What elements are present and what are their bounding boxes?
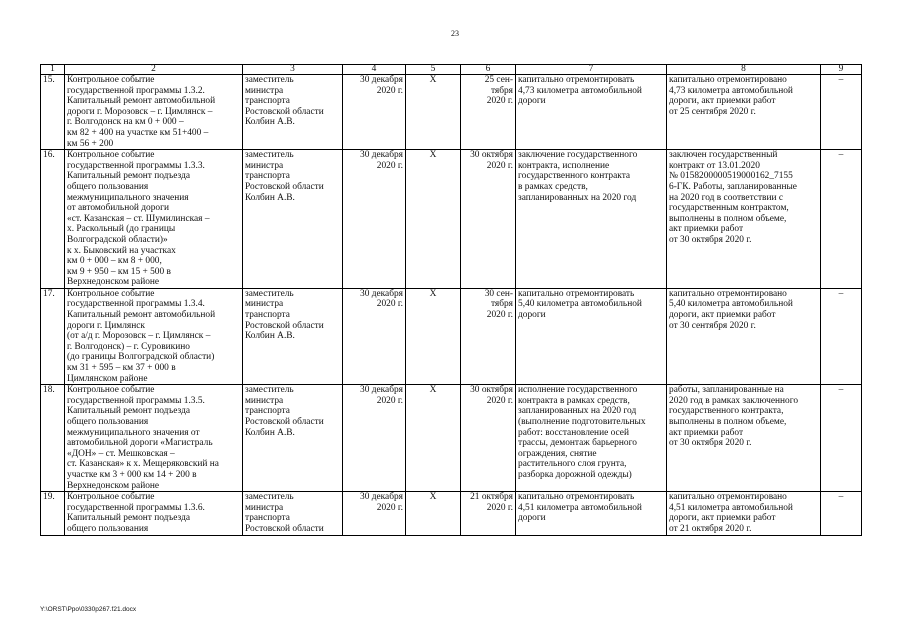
plan-date: 30 декабря 2020 г. (343, 150, 406, 289)
responsible-person: заместитель министра транспорта Ростовской области Колбин А.В. (243, 288, 343, 384)
event-description: Контрольное событие государственной программы 1.3.3. Капитальный ремонт подъезда общего пользования межмуниципального значения от автомобильной дороги «ст. Казанская – ст. Шумилинская – х. Раскольный (до границы Волгоградской области)» к х. Быковский на участках км 0 + 000 – км 8 + 000, км 9 + 950 – км 15 + 500 в Верхнедонском районе (65, 150, 243, 289)
table-row (41, 75, 862, 150)
control-events-table (40, 64, 862, 536)
actual-date: 30 сен- тября 2020 г. (461, 288, 516, 384)
table-row (41, 288, 862, 384)
actual-result: капитально отремонтировано 4,51 километра автомобильной дороги, акт приемки работ от 21 октября 2020 г. (667, 492, 821, 535)
planned-result: капитально отремонтировать 4,51 километра автомобильной дороги (516, 492, 667, 535)
column-header: 9 (821, 65, 862, 75)
actual-result: работы, запланированные на 2020 год в рамках заключенного государственного контракта, выполнены в полном объеме, акт приемки работ от 30 октября 2020 г. (667, 385, 821, 492)
planned-result: заключение государственного контракта, исполнение государственного контракта в рамках средств, запланированных на 2020 год (516, 150, 667, 289)
responsible-person: заместитель министра транспорта Ростовской области Колбин А.В. (243, 385, 343, 492)
file-path-footer: Y:\ORST\Ppo\0330p267.f21.docx (40, 606, 137, 613)
plan-date: 30 декабря 2020 г. (343, 288, 406, 384)
planned-result: исполнение государственного контракта в рамках средств, запланированных на 2020 год (выполнение подготовительных работ: восстановление осей трассы, демонтаж барьерного ограждения, снятие растительного слоя грунта, разборка дорожной одежды) (516, 385, 667, 492)
mark-x: Х (406, 288, 461, 384)
actual-result: капитально отремонтировано 5,40 километра автомобильной дороги, акт приемки работ от 30 сентября 2020 г. (667, 288, 821, 384)
column-header: 4 (343, 65, 406, 75)
planned-result: капитально отремонтировать 4,73 километра автомобильной дороги (516, 75, 667, 150)
event-description: Контрольное событие государственной программы 1.3.4. Капитальный ремонт автомобильной дороги г. Цимлянск (от а/д г. Морозовск – г. Цимлянск – г. Волгодонск) – г. Суровикино (до границы Волгоградской области) км 31 + 595 – км 37 + 000 в Цимлянском районе (65, 288, 243, 384)
page-number: 23 (451, 29, 459, 38)
column-number-row (41, 65, 862, 75)
plan-date: 30 декабря 2020 г. (343, 385, 406, 492)
responsible-person: заместитель министра транспорта Ростовской области Колбин А.В. (243, 150, 343, 289)
note: – (821, 150, 862, 289)
column-header: 5 (406, 65, 461, 75)
actual-date: 30 октября 2020 г. (461, 385, 516, 492)
mark-x: Х (406, 492, 461, 535)
actual-date: 21 октября 2020 г. (461, 492, 516, 535)
table-row (41, 492, 862, 535)
column-header: 6 (461, 65, 516, 75)
event-description: Контрольное событие государственной программы 1.3.6. Капитальный ремонт подъезда общего пользования (65, 492, 243, 535)
note: – (821, 492, 862, 535)
planned-result: капитально отремонтировать 5,40 километра автомобильной дороги (516, 288, 667, 384)
table-row (41, 150, 862, 289)
event-description: Контрольное событие государственной программы 1.3.5. Капитальный ремонт подъезда общего пользования межмуниципального значения от автомобильной дороги «Магистраль «ДОН» – ст. Мешковская – ст. Казанская» к х. Мещеряковский на участке км 3 + 000 км 14 + 200 в Верхнедонском районе (65, 385, 243, 492)
row-number: 18. (41, 385, 65, 492)
actual-result: заключен государственный контракт от 13.01.2020 № 0158200000519000162_7155 6-ГК. Работы, запланированные на 2020 год в соответствии с государственным контрактом, выполнены в полном объеме, акт приемки работ от 30 октября 2020 г. (667, 150, 821, 289)
row-number: 16. (41, 150, 65, 289)
note: – (821, 385, 862, 492)
row-number: 17. (41, 288, 65, 384)
table-row (41, 385, 862, 492)
plan-date: 30 декабря 2020 г. (343, 492, 406, 535)
column-header: 2 (65, 65, 243, 75)
column-header: 1 (41, 65, 65, 75)
row-number: 19. (41, 492, 65, 535)
note: – (821, 75, 862, 150)
column-header: 3 (243, 65, 343, 75)
note: – (821, 288, 862, 384)
mark-x: Х (406, 75, 461, 150)
responsible-person: заместитель министра транспорта Ростовской области (243, 492, 343, 535)
mark-x: Х (406, 385, 461, 492)
actual-result: капитально отремонтировано 4,73 километра автомобильной дороги, акт приемки работ от 25 сентября 2020 г. (667, 75, 821, 150)
actual-date: 25 сен- тября 2020 г. (461, 75, 516, 150)
actual-date: 30 октября 2020 г. (461, 150, 516, 289)
event-description: Контрольное событие государственной программы 1.3.2. Капитальный ремонт автомобильной дороги г. Морозовск – г. Цимлянск – г. Волгодонск на км 0 + 000 – км 82 + 400 на участке км 51+400 – км 56 + 200 (65, 75, 243, 150)
mark-x: Х (406, 150, 461, 289)
plan-date: 30 декабря 2020 г. (343, 75, 406, 150)
column-header: 7 (516, 65, 667, 75)
responsible-person: заместитель министра транспорта Ростовской области Колбин А.В. (243, 75, 343, 150)
row-number: 15. (41, 75, 65, 150)
column-header: 8 (667, 65, 821, 75)
